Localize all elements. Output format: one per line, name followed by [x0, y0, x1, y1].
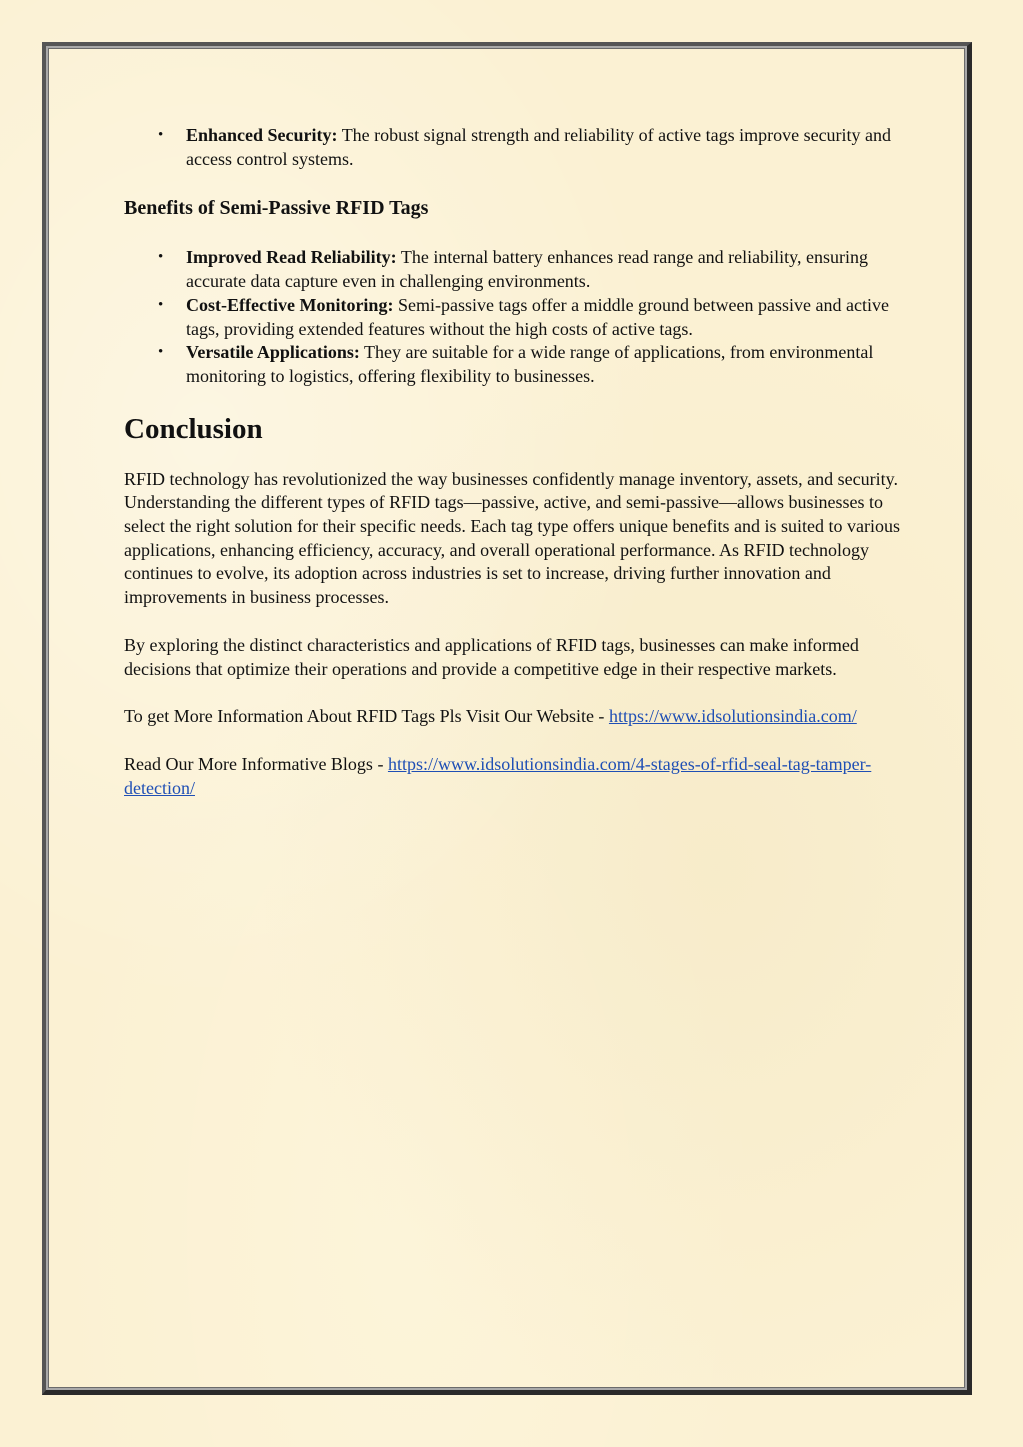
list-item [186, 246, 900, 293]
section-heading: Benefits of Semi-Passive RFID Tags [124, 197, 429, 220]
list-item [186, 341, 900, 388]
blog-link[interactable]: https://www.idsolutionsindia.com/4-stages-of-rfid-seal-tag-tamper-detection/ [124, 753, 872, 798]
list-item-label: Versatile Applications: [186, 342, 360, 363]
conclusion-paragraph: RFID technology has revolutionized the way businesses confidently manage inventory, assets, and security. Understanding the different types of RFID tags—passive, active, and semi-passive—allows businesses to select the right solution for their specific needs. Each tag type offers unique benefits and is suited to various applications, enhancing efficiency, accuracy, and overall operational performance. As RFID technology continues to evolve, its adoption across industries is set to increase, driving further innovation and improvements in business processes. [124, 468, 900, 608]
blogs-text: Read Our More Informative Blogs - [124, 753, 388, 774]
list-item-text: The robust signal strength and reliability of active tags improve security and access control systems. [186, 125, 892, 169]
website-link[interactable]: https://www.idsolutionsindia.com/ [608, 706, 857, 727]
website-info-line [124, 705, 900, 729]
list-item [186, 294, 900, 341]
website-info-text: To get More Information About RFID Tags Pls Visit Our Website - [124, 706, 609, 727]
list-item-text: They are suitable for a wide range of applications, from environmental monitoring to logistics, offering flexibility to businesses. [186, 342, 874, 386]
semi-passive-benefit-list [124, 246, 900, 388]
list-item-label: Improved Read Reliability: [186, 247, 397, 268]
conclusion-paragraph: By exploring the distinct characteristics and applications of RFID tags, businesses can make informed decisions that optimize their operations and provide a competitive edge in their respective markets. [124, 634, 859, 679]
blogs-line [124, 753, 900, 800]
list-item-label: Enhanced Security: [186, 125, 338, 145]
list-item-text: The internal battery enhances read range and reliability, ensuring accurate data capture even in challenging environments. [186, 247, 868, 292]
conclusion-heading: Conclusion [124, 412, 263, 445]
list-item [186, 124, 900, 171]
document-content [124, 124, 900, 824]
list-item-text: Semi-passive tags offer a middle ground between passive and active tags, providing extended features without the high costs of active tags. [186, 294, 889, 339]
active-tags-benefit-list [124, 124, 900, 171]
list-item-label: Cost-Effective Monitoring: [186, 294, 394, 315]
